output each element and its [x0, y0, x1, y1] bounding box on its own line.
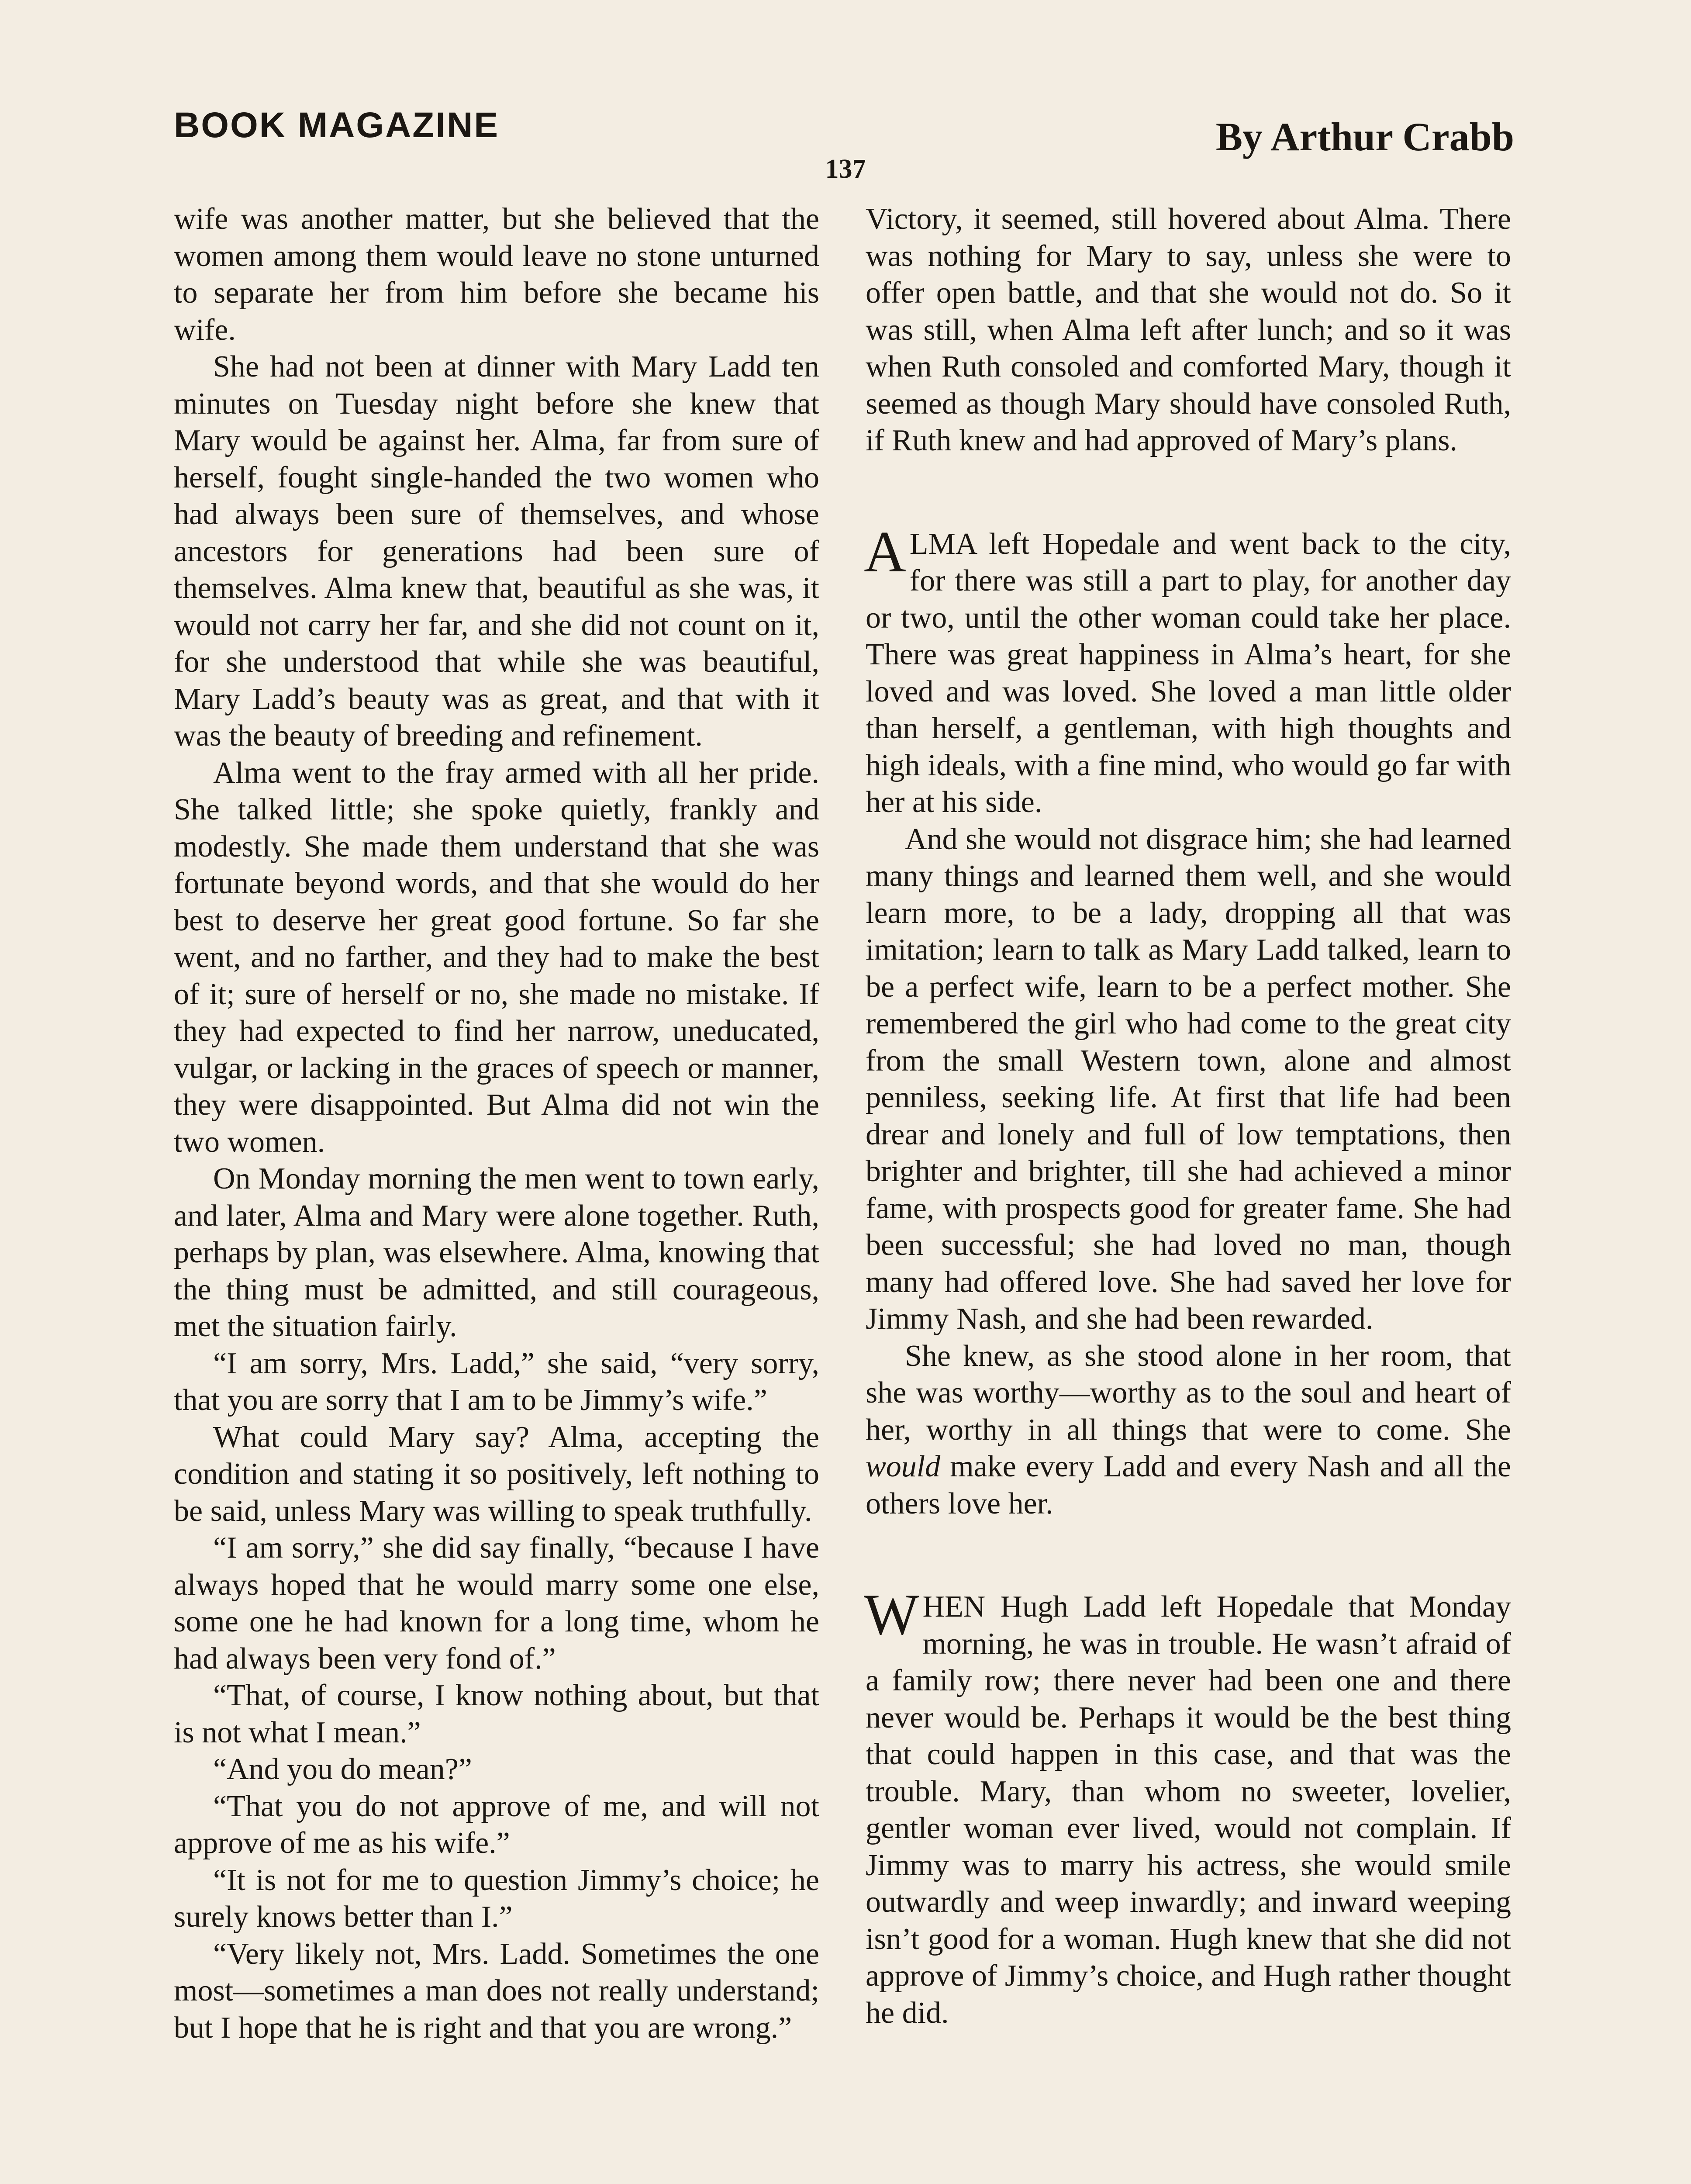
paragraph-text: HEN Hugh Ladd left Hopedale that Monday morning, he was in trouble. He wasn’t afraid of a family row; there never had been one and there never would be. Perhaps it would be the best thing that could happen in this case, and that was the trouble. Mary, than whom no sweeter, lovelier, gentler woman ever lived, would not complain. If Jimmy was to marry his actress, she would smile outwardly and weep inwardly; and inward weeping isn’t good for a woman. Hugh knew that she did not approve of Jimmy’s choice, and Hugh rather thought he did.: [866, 1590, 1511, 2030]
right-column: [866, 201, 1511, 2032]
paragraph: “That you do not approve of me, and will not approve of me as his wife.”: [174, 1789, 819, 1860]
magazine-title: BOOK MAGAZINE: [174, 105, 500, 145]
paragraph: “It is not for me to question Jimmy’s choice; he surely knows better than I.”: [174, 1863, 819, 1934]
paragraph: She had not been at dinner with Mary Ladd ten minutes on Tuesday night before she knew that Mary would be against her. Alma, far from sure of herself, fought single-handed the two women who had always been sure of themselves, and whose ancestors for generations had been sure of themselves. Alma knew that, beautiful as she was, it would not carry her far, and she did not count on it, for she understood that while she was beautiful, Mary Ladd’s beauty was as great, and that with it was the beauty of breeding and refinement.: [174, 350, 819, 753]
paragraph: Alma went to the fray armed with all her pride. She talked little; she spoke quietly, frankly and modestly. She made them understand that she was fortunate beyond words, and that she would do her best to deserve her great good fortune. So far she went, and no farther, and they had to make the best of it; sure of herself or no, she made no mistake. If they had expected to find her narrow, uneducated, vulgar, or lacking in the graces of speech or manner, they were disappointed. But Alma did not win the two women.: [174, 756, 819, 1159]
paragraph: [866, 1338, 1511, 1523]
section-break: [866, 1522, 1511, 1589]
page-number: 137: [825, 154, 866, 184]
paragraph: “That, of course, I know nothing about, but that is not what I mean.”: [174, 1679, 819, 1749]
paragraph: And she would not disgrace him; she had learned many things and learned them well, and she would learn more, to be a lady, dropping all that was imitation; learn to talk as Mary Ladd talked, learn to be a perfect wife, learn to be a perfect mother. She remembered the girl who had come to the great city from the small Western town, alone and almost penniless, seeking life. At first that life had been drear and lonely and full of low temptations, then brighter and brighter, till she had achieved a minor fame, with prospects good for greater fame. She had been successful; she had loved no man, though many had offered love. She had saved her love for Jimmy Nash, and she had been rewarded.: [866, 822, 1511, 1336]
paragraph: “I am sorry, Mrs. Ladd,” she said, “very sorry, that you are sorry that I am to be Jimmy’s wife.”: [174, 1346, 819, 1417]
section-opening-paragraph: [864, 1582, 1511, 2032]
paragraph: Victory, it seemed, still hovered about Alma. There was nothing for Mary to say, unless she were to offer open battle, and that she would not do. So it was still, when Alma left after lunch; and so it was when Ruth consoled and comforted Mary, though it seemed as though Mary should have consoled Ruth, if Ruth knew and had approved of Mary’s plans.: [866, 202, 1511, 457]
paragraph-text: She knew, as she stood alone in her room, that she was worthy—worthy as to the soul and heart of her, worthy in all things that were to come. She: [866, 1339, 1511, 1447]
emphasis-text: would: [866, 1450, 941, 1483]
left-column: [174, 201, 819, 2046]
paragraph: What could Mary say? Alma, accepting the condition and stating it so positively, left nothing to be said, unless Mary was willing to speak truthfully.: [174, 1420, 819, 1528]
author-byline: By Arthur Crabb: [1215, 114, 1514, 159]
drop-cap: W: [864, 1582, 919, 1647]
paragraph: “Very likely not, Mrs. Ladd. Sometimes the one most—sometimes a man does not really understand; but I hope that he is right and that you are wrong.”: [174, 1937, 819, 2045]
section-opening-paragraph: [864, 519, 1511, 821]
paragraph: “And you do mean?”: [213, 1752, 472, 1786]
section-break: [866, 460, 1511, 526]
paragraph-text: LMA left Hopedale and went back to the city, for there was still a part to play, for another day or two, until the other woman could take her place. There was great happiness in Alma’s heart, for she loved and was loved. She loved a man little older than herself, a gentleman, with high thoughts and high ideals, with a fine mind, who would go far with her at his side.: [866, 527, 1511, 819]
drop-cap: A: [864, 519, 906, 584]
paragraph: On Monday morning the men went to town early, and later, Alma and Mary were alone together. Ruth, perhaps by plan, was elsewhere. Alma, knowing that the thing must be admitted, and still courageous, met the situation fairly.: [174, 1162, 819, 1343]
paragraph-text: make every Ladd and every Nash and all the others love her.: [866, 1450, 1511, 1521]
paragraph: wife was another matter, but she believed that the women among them would leave no stone unturned to separate her from him before she became his wife.: [174, 202, 819, 347]
paragraph: “I am sorry,” she did say finally, “because I have always hoped that he would marry some one else, some one he had known for a long time, whom he had always been very fond of.”: [174, 1531, 819, 1676]
